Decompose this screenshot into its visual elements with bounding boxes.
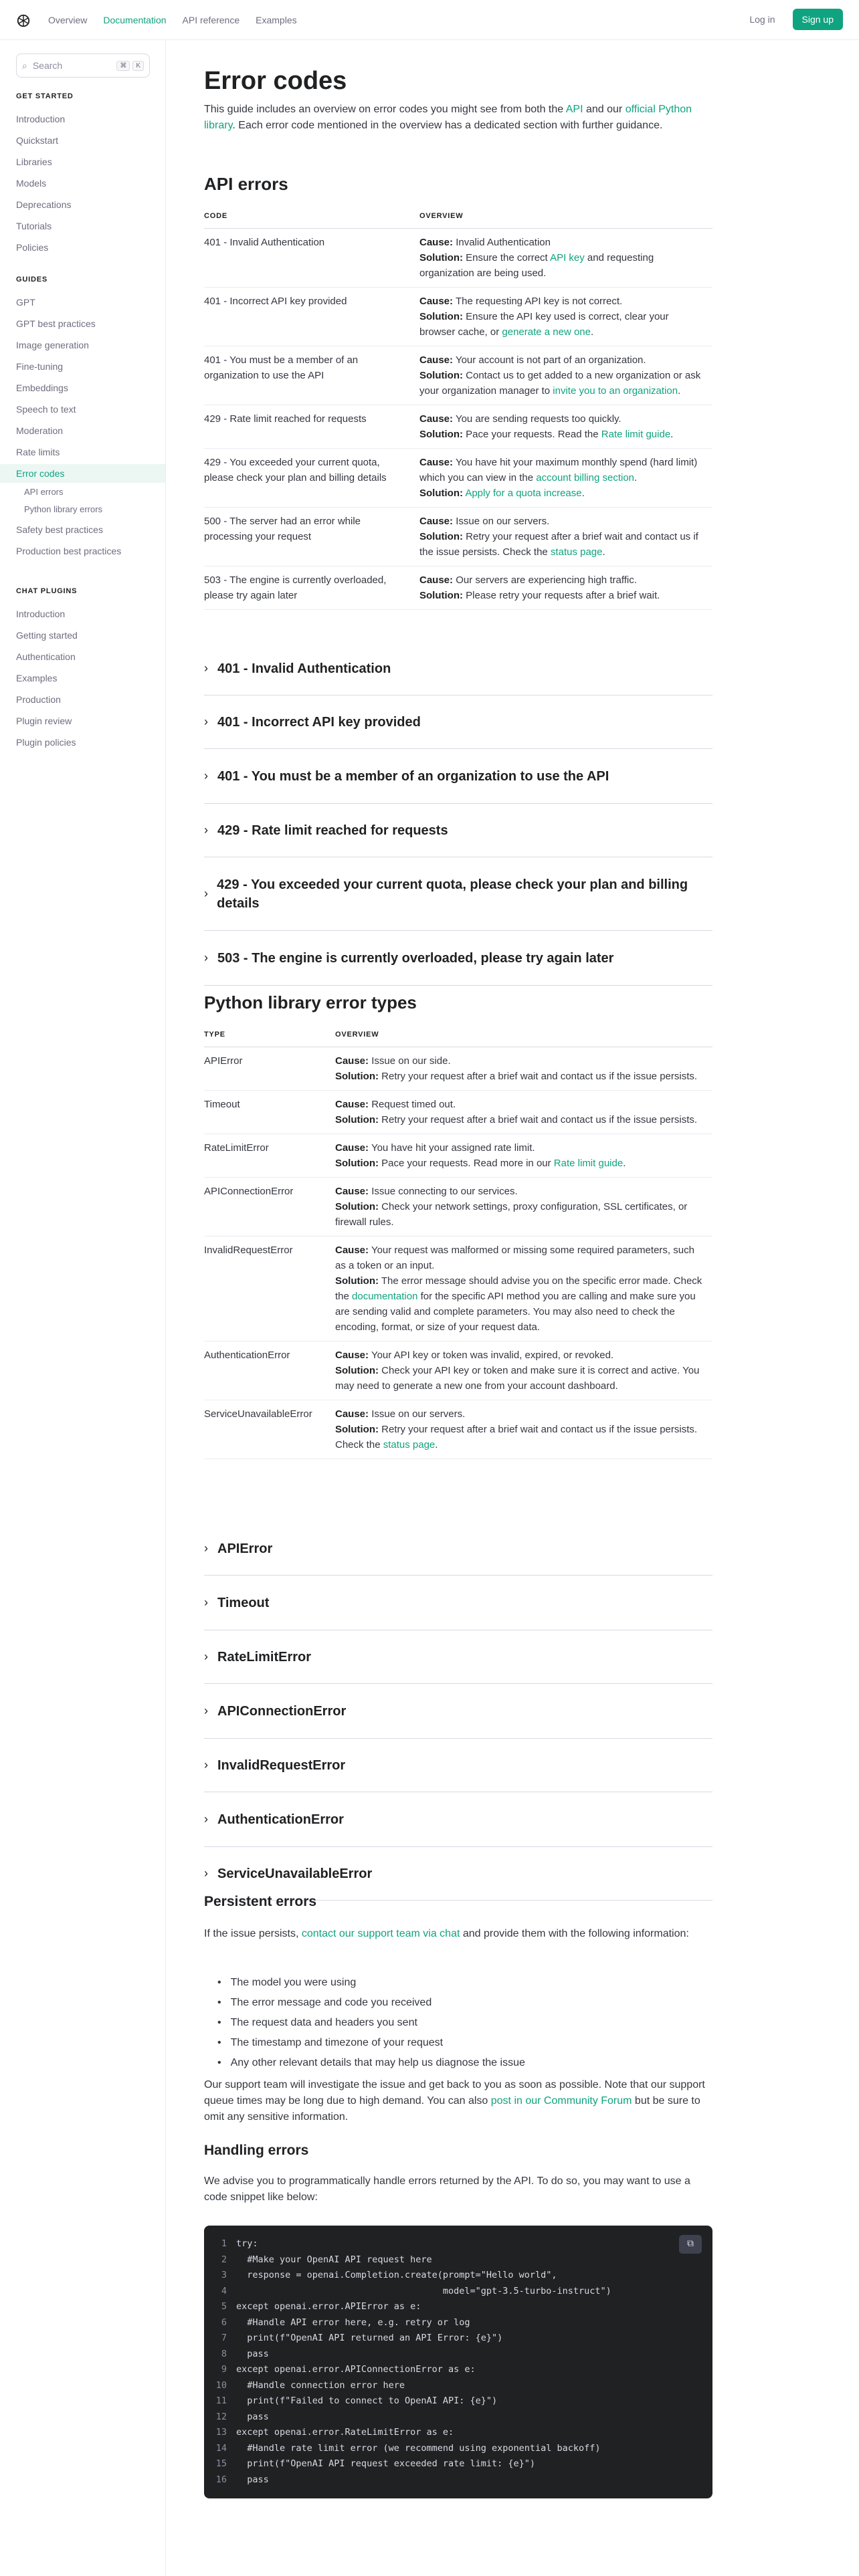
solution-label: Solution: [419,488,463,499]
cause-text: The requesting API key is not correct. [455,296,623,307]
support-chat-link[interactable]: contact our support team via chat [301,1928,460,1939]
solution-link[interactable]: Apply for a quota increase [465,488,582,499]
sidebar-item[interactable]: Introduction [16,609,66,619]
code-text: pass [236,2348,269,2359]
accordion-item[interactable] [204,749,712,804]
search-input[interactable] [16,53,150,78]
error-type-cell: ServiceUnavailableError [204,1400,335,1459]
solution-text: Retry your request after a brief wait and contact us if the issue persists. Check the [419,531,698,558]
code-text: #Make your OpenAI API request here [236,2254,432,2265]
accordion-title: 401 - Invalid Authentication [217,661,391,676]
code-line [204,2347,712,2363]
sidebar-item[interactable]: Libraries [16,156,52,167]
intro-text: This guide includes an overview on error codes you might see from both the [204,104,566,115]
overview-cell [419,405,712,449]
solution-text: Retry your request after a brief wait and contact us if the issue persists. [381,1114,698,1125]
api-link[interactable]: API [565,104,583,115]
accordion-title: ServiceUnavailableError [217,1866,373,1881]
nav-examples[interactable]: Examples [256,15,297,25]
sidebar-item[interactable]: Production best practices [16,546,122,556]
list-item: • The model you were using [217,1973,712,1993]
intro-text: . Each error code mentioned in the overview has a dedicated section with further guidance. [232,120,663,131]
table-row [204,1341,712,1400]
accordion-item[interactable] [204,931,712,986]
chevron-right-icon: › [204,1541,208,1555]
python-library-link[interactable]: official Python library [204,104,692,131]
cause-label: Cause: [419,457,454,468]
solution-text: Check your network settings, proxy configuration, SSL certificates, or firewall rules. [335,1201,688,1228]
solution-text: . [623,1158,626,1169]
sidebar-item[interactable]: Image generation [16,340,89,350]
api-errors-heading: API errors [204,174,288,194]
solution-label: Solution: [419,429,463,440]
cause-label: Cause: [419,574,454,586]
chevron-right-icon: › [204,661,208,675]
line-number: 2 [221,2254,227,2265]
accordion-item[interactable] [204,1847,712,1901]
solution-label: Solution: [419,370,463,381]
code-line [204,2362,712,2378]
top-nav [0,0,859,40]
line-number: 13 [215,2427,227,2438]
code-text: model="gpt-3.5-turbo-instruct") [236,2285,611,2296]
cause-text: You are sending requests too quickly. [455,413,622,425]
sidebar-item[interactable]: Error codes [0,464,165,483]
table-row [204,1091,712,1134]
table-row [204,449,712,508]
code-line [204,2268,712,2284]
accordion-item[interactable] [204,642,712,695]
overview-cell [419,229,712,288]
sidebar-item[interactable]: Getting started [16,630,78,641]
cause-label: Cause: [335,1245,369,1256]
code-line [204,2425,712,2441]
cause-label: Cause: [335,1099,369,1110]
sidebar-item[interactable]: GPT [16,297,35,308]
accordion-item[interactable] [204,804,712,857]
text: Our support team will investigate the issue and get back to you as soon as possible. Note that our support queue times may be long due to high demand. You can also [204,2079,705,2107]
sidebar-item[interactable]: Python library errors [24,504,103,514]
code-text: except openai.error.APIError as e: [236,2301,421,2312]
solution-label: Solution: [335,1071,379,1082]
error-code-cell: 401 - Invalid Authentication [204,229,419,288]
overview-column-header: OVERVIEW [419,205,712,229]
cause-text: You have hit your maximum monthly spend (hard limit) which you can view in the [419,457,698,484]
openai-logo-icon[interactable] [16,13,31,28]
code-text: except openai.error.RateLimitError as e: [236,2427,454,2438]
line-number: 8 [221,2348,227,2359]
overview-cell [335,1341,712,1400]
line-number: 6 [221,2317,227,2328]
chevron-right-icon: › [204,1596,208,1609]
handling-errors-heading: Handling errors [204,2143,309,2158]
list-item: • The request data and headers you sent [217,2013,712,2033]
info-list [217,1973,712,2073]
sidebar-item[interactable]: Moderation [16,425,64,436]
solution-text: The error message should advise you on the specific error made. Check the [335,1275,702,1302]
list-item: • The timestamp and timezone of your request [217,2033,712,2053]
sidebar-section-title: GUIDES [16,276,47,284]
solution-link[interactable]: status page [383,1439,436,1451]
solution-text: . [678,385,681,397]
sidebar-item[interactable]: API errors [24,487,64,497]
community-forum-link[interactable]: post in our Community Forum [490,2095,632,2107]
code-line [204,2299,712,2315]
login-button[interactable]: Log in [749,14,775,25]
table-row [204,566,712,610]
overview-cell [335,1047,712,1091]
cause-text: Issue connecting to our services. [371,1186,518,1197]
error-code-cell: 401 - You must be a member of an organization to use the API [204,346,419,405]
sidebar-section-title: CHAT PLUGINS [16,587,78,595]
cause-label: Cause: [335,1408,369,1420]
accordion-title: 401 - Incorrect API key provided [217,714,421,730]
handling-paragraph: We advise you to programmatically handle errors returned by the API. To do so, you may want to use a code snippet like below: [204,2175,690,2203]
code-text: try: [236,2238,258,2249]
code-line [204,2315,712,2331]
cause-label: Cause: [335,1055,369,1067]
solution-label: Solution: [419,531,463,542]
accordion-item[interactable] [204,695,712,749]
code-line [204,2393,712,2409]
solution-text: Retry your request after a brief wait and contact us if the issue persists. [381,1071,698,1082]
overview-cell [335,1237,712,1341]
page-title: Error codes [204,67,347,95]
accordion-item[interactable] [204,857,712,931]
overview-cell [419,288,712,346]
cause-label: Cause: [335,1186,369,1197]
text: and provide them with the following information: [460,1928,689,1939]
sidebar-item[interactable]: Examples [16,673,58,683]
solution-link[interactable]: API key [550,252,585,263]
line-number: 16 [215,2474,227,2485]
solution-text: Please retry your requests after a brief wait. [466,590,660,601]
sidebar-item[interactable]: GPT best practices [16,318,96,329]
line-number: 1 [221,2238,227,2249]
overview-column-header: OVERVIEW [335,1023,712,1047]
text: If the issue persists, [204,1928,302,1939]
api-errors-table [204,205,712,610]
sidebar-item[interactable]: Quickstart [16,135,59,146]
cause-text: Your request was malformed or missing some required parameters, such as a token or an input. [335,1245,694,1271]
code-line [204,2378,712,2394]
error-code-cell: 401 - Incorrect API key provided [204,288,419,346]
nav-api-reference[interactable]: API reference [182,15,240,25]
text: but be sure to omit any sensitive information. [204,2095,700,2123]
line-number: 5 [221,2301,227,2312]
sidebar-item[interactable]: Plugin review [16,716,72,726]
code-line [204,2456,712,2472]
accordion-title: Timeout [217,1595,270,1610]
solution-label: Solution: [335,1158,379,1169]
code-text: print(f"OpenAI API returned an API Error: {e}") [236,2333,503,2343]
sidebar-item[interactable]: Fine-tuning [16,361,64,372]
overview-cell [335,1091,712,1134]
line-number: 15 [215,2458,227,2469]
solution-text: and requesting organization are being used. [419,252,654,279]
cause-text: Your account is not part of an organization. [455,354,646,366]
sidebar-item[interactable]: Policies [16,242,49,253]
accordion-title: APIError [217,1541,273,1556]
cause-text: Our servers are experiencing high traffic. [456,574,637,586]
overview-cell [419,449,712,508]
solution-link[interactable]: documentation [352,1291,418,1302]
accordion-item[interactable] [204,1630,712,1684]
python-errors-heading: Python library error types [204,992,417,1012]
cause-link[interactable]: account billing section [536,472,635,484]
code-text: #Handle API error here, e.g. retry or log [236,2317,470,2328]
accordion-title: AuthenticationError [217,1812,344,1827]
table-row [204,1134,712,1178]
table-row [204,288,712,346]
solution-label: Solution: [335,1424,379,1435]
intro-text: and our [583,104,626,115]
solution-text: Ensure the API key used is correct, clear your browser cache, or [419,311,669,338]
table-row [204,1237,712,1341]
accordion-title: InvalidRequestError [217,1757,346,1773]
code-text: except openai.error.APIConnectionError as e: [236,2364,476,2375]
accordion-item[interactable] [204,1522,712,1576]
type-column-header: TYPE [204,1023,335,1047]
chevron-right-icon: › [204,1650,208,1663]
sidebar-item[interactable]: Safety best practices [16,524,103,535]
table-row [204,229,712,288]
solution-link[interactable]: invite you to an organization [553,385,678,397]
solution-text: Ensure the correct [466,252,551,263]
solution-text: for the specific API method you are calling and make sure you are sending valid and complete parameters. You may also need to check the encoding, format, or size of your request data. [335,1291,696,1333]
error-code-cell: 500 - The server had an error while processing your request [204,508,419,566]
cause-text: Your API key or token was invalid, expired, or revoked. [371,1350,614,1361]
error-code-cell: 429 - Rate limit reached for requests [204,405,419,449]
sidebar-item[interactable]: Tutorials [16,221,52,231]
chevron-right-icon: › [204,715,208,728]
error-type-cell: AuthenticationError [204,1341,335,1400]
error-type-cell: RateLimitError [204,1134,335,1178]
cause-label: Cause: [419,354,454,366]
chevron-right-icon: › [204,823,208,837]
line-number: 4 [221,2285,227,2296]
code-line [204,2472,712,2488]
solution-text: Contact us to get added to a new organization or ask your organization manager to [419,370,701,397]
code-text: #Handle connection error here [236,2379,405,2391]
nav-overview[interactable]: Overview [48,15,88,25]
solution-text: . [602,546,605,558]
code-line [204,2284,712,2300]
line-number: 14 [215,2442,227,2454]
sidebar-item[interactable]: Models [16,178,47,189]
solution-label: Solution: [335,1275,379,1287]
cause-text: You have hit your assigned rate limit. [371,1142,535,1154]
overview-cell [335,1134,712,1178]
overview-cell [419,508,712,566]
accordion-item[interactable] [204,1684,712,1739]
persistent-paragraph [204,1926,712,1942]
chevron-right-icon: › [204,887,208,900]
cause-text: Invalid Authentication [456,237,551,248]
cause-text: Request timed out. [371,1099,456,1110]
sidebar-item[interactable]: Plugin policies [16,737,76,748]
sidebar-item[interactable]: Speech to text [16,404,76,415]
nav-documentation[interactable]: Documentation [103,15,167,25]
intro-paragraph [204,102,699,134]
accordion-item[interactable] [204,1792,712,1847]
solution-text: . [435,1439,438,1451]
persistent-errors-heading: Persistent errors [204,1894,317,1909]
chevron-right-icon: › [204,1866,208,1880]
line-number: 3 [221,2270,227,2280]
sidebar-item[interactable]: Embeddings [16,383,68,393]
code-line [204,2409,712,2426]
code-block [204,2226,712,2498]
chevron-right-icon: › [204,1704,208,1717]
table-row [204,508,712,566]
search-placeholder: Search [32,60,63,71]
cause-label: Cause: [419,237,454,248]
sidebar-item[interactable]: Rate limits [16,447,60,457]
sidebar-item[interactable]: Deprecations [16,199,72,210]
accordion-title: APIConnectionError [217,1703,347,1719]
cause-text: . [634,472,638,484]
solution-link[interactable]: Rate limit guide [553,1158,624,1169]
code-line [204,2252,712,2268]
error-type-cell: APIError [204,1047,335,1091]
cause-label: Cause: [419,516,454,527]
error-type-cell: Timeout [204,1091,335,1134]
solution-label: Solution: [335,1201,379,1212]
solution-text: Check your API key or token and make sure it is correct and active. You may need to generate a new one from your account dashboard. [335,1365,700,1392]
signup-button[interactable]: Sign up [793,9,843,30]
table-row [204,1178,712,1237]
accordion-title: RateLimitError [217,1649,312,1665]
accordion-title: 429 - You exceeded your current quota, please check your plan and billing details [217,877,688,911]
cause-label: Cause: [335,1350,369,1361]
chevron-right-icon: › [204,769,208,782]
code-text: #Handle rate limit error (we recommend using exponential backoff) [236,2442,601,2454]
line-number: 7 [221,2333,227,2343]
overview-cell [419,346,712,405]
support-paragraph [204,2077,712,2125]
chevron-right-icon: › [204,951,208,964]
accordion-item[interactable] [204,1739,712,1792]
python-errors-table [204,1023,712,1459]
solution-text: Pace your requests. Read more in our [381,1158,554,1169]
solution-label: Solution: [419,590,463,601]
search-shortcut [116,61,144,71]
table-row [204,346,712,405]
overview-cell [419,566,712,610]
solution-label: Solution: [419,252,463,263]
code-text: print(f"Failed to connect to OpenAI API: {e}") [236,2395,498,2406]
solution-label: Solution: [419,311,463,322]
accordion-item[interactable] [204,1576,712,1630]
sidebar [0,40,166,2576]
solution-text: Retry your request after a brief wait and contact us if the issue persists. Check the [335,1424,698,1451]
line-number: 9 [221,2364,227,2375]
solution-label: Solution: [335,1365,379,1376]
overview-cell [335,1400,712,1459]
accordion-title: 401 - You must be a member of an organization to use the API [217,768,609,784]
chevron-right-icon: › [204,1758,208,1772]
code-line [204,2331,712,2347]
line-number: 10 [215,2379,227,2391]
code-column-header: CODE [204,205,419,229]
code-line [204,2441,712,2457]
accordion-title: 503 - The engine is currently overloaded, please try again later [217,950,614,966]
cause-label: Cause: [419,413,454,425]
sidebar-section-title: GET STARTED [16,92,74,100]
error-code-cell: 503 - The engine is currently overloaded, please try again later [204,566,419,610]
line-number: 11 [215,2395,227,2406]
solution-label: Solution: [335,1114,379,1125]
k-key: K [132,61,144,71]
code-text: print(f"OpenAI API request exceeded rate limit: {e}") [236,2458,536,2469]
error-code-cell: 429 - You exceeded your current quota, please check your plan and billing details [204,449,419,508]
solution-link[interactable]: generate a new one [502,326,591,338]
solution-link[interactable]: Rate limit guide [601,429,671,440]
cause-label: Cause: [335,1142,369,1154]
cause-label: Cause: [419,296,454,307]
sidebar-item[interactable]: Introduction [16,114,66,124]
solution-text: . [581,488,585,499]
table-row [204,405,712,449]
code-text: response = openai.Completion.create(prompt="Hello world", [236,2270,557,2280]
solution-text: . [591,326,594,338]
cause-text: Issue on our servers. [371,1408,466,1420]
sidebar-item[interactable]: Production [16,694,61,705]
cmd-key: ⌘ [116,61,130,71]
code-text: pass [236,2474,269,2485]
chevron-right-icon: › [204,1812,208,1826]
solution-text: Pace your requests. Read the [466,429,601,440]
list-item: • The error message and code you received [217,1993,712,2013]
code-line [204,2236,712,2252]
line-number: 12 [215,2411,227,2422]
accordion-title: 429 - Rate limit reached for requests [217,823,448,838]
error-type-cell: InvalidRequestError [204,1237,335,1341]
solution-text: . [670,429,674,440]
search-icon: ⌕ [22,60,27,71]
cause-text: Issue on our servers. [456,516,550,527]
code-text: pass [236,2411,269,2422]
table-row [204,1047,712,1091]
table-row [204,1400,712,1459]
list-item: • Any other relevant details that may help us diagnose the issue [217,2053,712,2073]
error-type-cell: APIConnectionError [204,1178,335,1237]
copy-icon[interactable]: ⧉ [679,2235,702,2254]
sidebar-item[interactable]: Authentication [16,651,76,662]
solution-link[interactable]: status page [550,546,603,558]
overview-cell [335,1178,712,1237]
cause-text: Issue on our side. [371,1055,451,1067]
